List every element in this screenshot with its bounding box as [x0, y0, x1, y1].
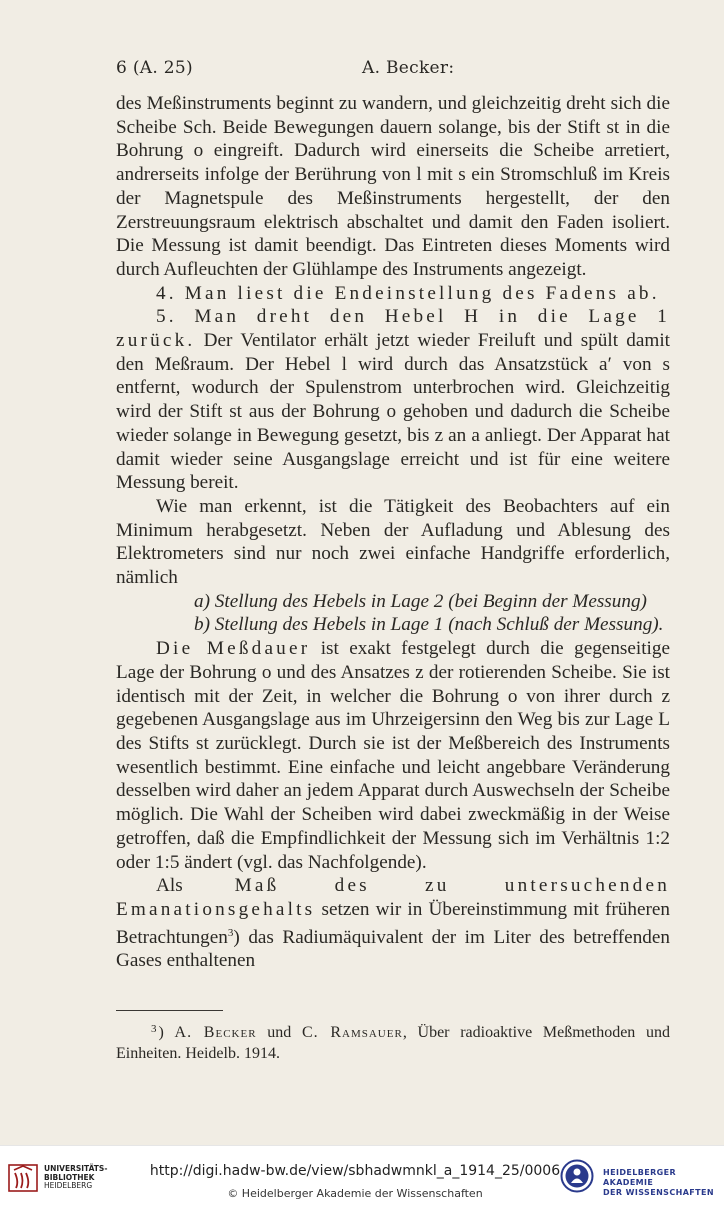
- footnote-rule: [116, 1010, 223, 1011]
- academy-name: HEIDELBERGER AKADEMIE DER WISSENSCHAFTEN: [603, 1168, 714, 1197]
- running-title: A. Becker:: [362, 58, 455, 78]
- list-item: b) Stellung des Hebels in Lage 1 (nach Schluß der Messung).: [194, 614, 664, 636]
- page-number: 6 (A. 25): [116, 58, 193, 78]
- step-5: [116, 305, 670, 495]
- step-4: [116, 282, 670, 306]
- paragraph: Wie man erkennt, ist die Tätigkeit des Beobachters auf ein Minimum herabgesetzt. Neben der Aufladung und Ablesung des Elektrometers sind nur noch zwei einfache Handgriffe erforderlich, nämlich: [116, 495, 670, 589]
- university-library-logo-icon[interactable]: [7, 1162, 39, 1194]
- paragraph-text: setzen wir in Übereinstimmung mit früheren Betrachtungen: [116, 898, 670, 948]
- footnote-author: C. Ramsauer: [301, 1024, 403, 1041]
- paragraph: [116, 874, 670, 973]
- step-5-text: Der Ventilator erhält jetzt wieder Freiluft und spült damit den Meßraum. Der Hebel l wird durch das Ansatzstück a′ von s entfernt, wodurch der Spulenstrom unterbrochen wird. Gleichzeitig wird der Stift st aus der Bohrung o gehoben und dadurch die Scheibe wieder solange in Bewegung gesetzt, bis z an a anliegt. Der Apparat hat damit wieder seine Ausgangslage erreicht und ist für eine weitere Messung bereit.: [116, 330, 670, 494]
- paragraph: des Meßinstruments beginnt zu wandern, und gleichzeitig dreht sich die Scheibe Sch. Beide Bewegungen dauern solange, bis der Stift st in die Bohrung o eingreift. Dadurch wird einerseits die Scheibe arretiert, andrerseits infolge der Berührung von l mit s ein Stromschluß im Kreis der Magnetspule des Meßinstruments hergestellt, der den Zerstreuungsraum elektrisch abschaltet und damit den Faden isoliert. Die Messung ist damit beendigt. Das Eintreten dieses Moments wird durch Aufleuchten der Glühlampe des Instruments angezeigt.: [116, 93, 670, 280]
- academy-seal-icon[interactable]: [560, 1159, 594, 1193]
- paragraph-text: ist exakt festgelegt durch die gegenseitige Lage der Bohrung o und des Ansatzes z der rotierenden Scheibe. Sie ist identisch mit der Zeit, in welcher die Bohrung o von ihrer durch z gegebenen Ausgangslage aus im Uhrzeigersinn den Weg bis zur Lage L des Stifts st zurücklegt. Durch sie ist der Meßbereich des Instruments wesentlich bestimmt. Eine einfache und leicht angebbare Veränderung desselben wird daher an jedem Apparat durch Auswechseln der Scheibe möglich. Die Wahl der Scheiben wird dabei zweckmäßig in der Weise getroffen, daß die Empfindlichkeit der Messung sich im Verhältnis 1:2 oder 1:5 ändert (vgl. das Nachfolgende).: [116, 638, 671, 873]
- page-header: [116, 58, 670, 82]
- university-library-name: UNIVERSITÄTS- BIBLIOTHEK HEIDELBERG: [44, 1164, 108, 1190]
- paragraph-text: Als: [156, 875, 235, 897]
- spaced-term: Die Meßdauer: [156, 638, 311, 660]
- list-item: a) Stellung des Hebels in Lage 2 (bei Beginn der Messung): [194, 590, 647, 612]
- footnote-text: , Über radioaktive Meßmethoden und Einheiten. Heidelb. 1914.: [116, 1024, 671, 1062]
- footnote: $^3$ ) A. Becker und C. Ramsauer, Über radioaktive Meßmethoden und Einheiten. Heidelb. 1914.: [116, 1023, 671, 1062]
- viewer-footer: [0, 1145, 724, 1206]
- footnote-text: und: [256, 1024, 302, 1041]
- permalink-url[interactable]: http://digi.hadw-bw.de/view/sbhadwmnkl_a_1914_25/0006: [149, 1163, 561, 1179]
- paragraph: [116, 637, 670, 874]
- step-4-text: 4. Man liest die Endeinstellung des Fadens ab.: [156, 282, 660, 304]
- copyright-notice: © Heidelberger Akademie der Wissenschaften: [227, 1187, 483, 1200]
- paragraph-text: ) das Radiumäquivalent der im Liter des betreffenden Gases enthaltenen: [116, 926, 670, 972]
- body-text: [116, 92, 670, 973]
- footnote-mark: 3: [151, 1023, 157, 1035]
- footnote-reference[interactable]: 3: [227, 926, 234, 939]
- step-5-lead: 5. Man dreht den Hebel H in die Lage 1 zurück.: [116, 306, 670, 352]
- footnote-author: A. Becker: [174, 1024, 257, 1041]
- spaced-term: Maß des zu untersuchenden Emanationsgehalts: [116, 875, 670, 920]
